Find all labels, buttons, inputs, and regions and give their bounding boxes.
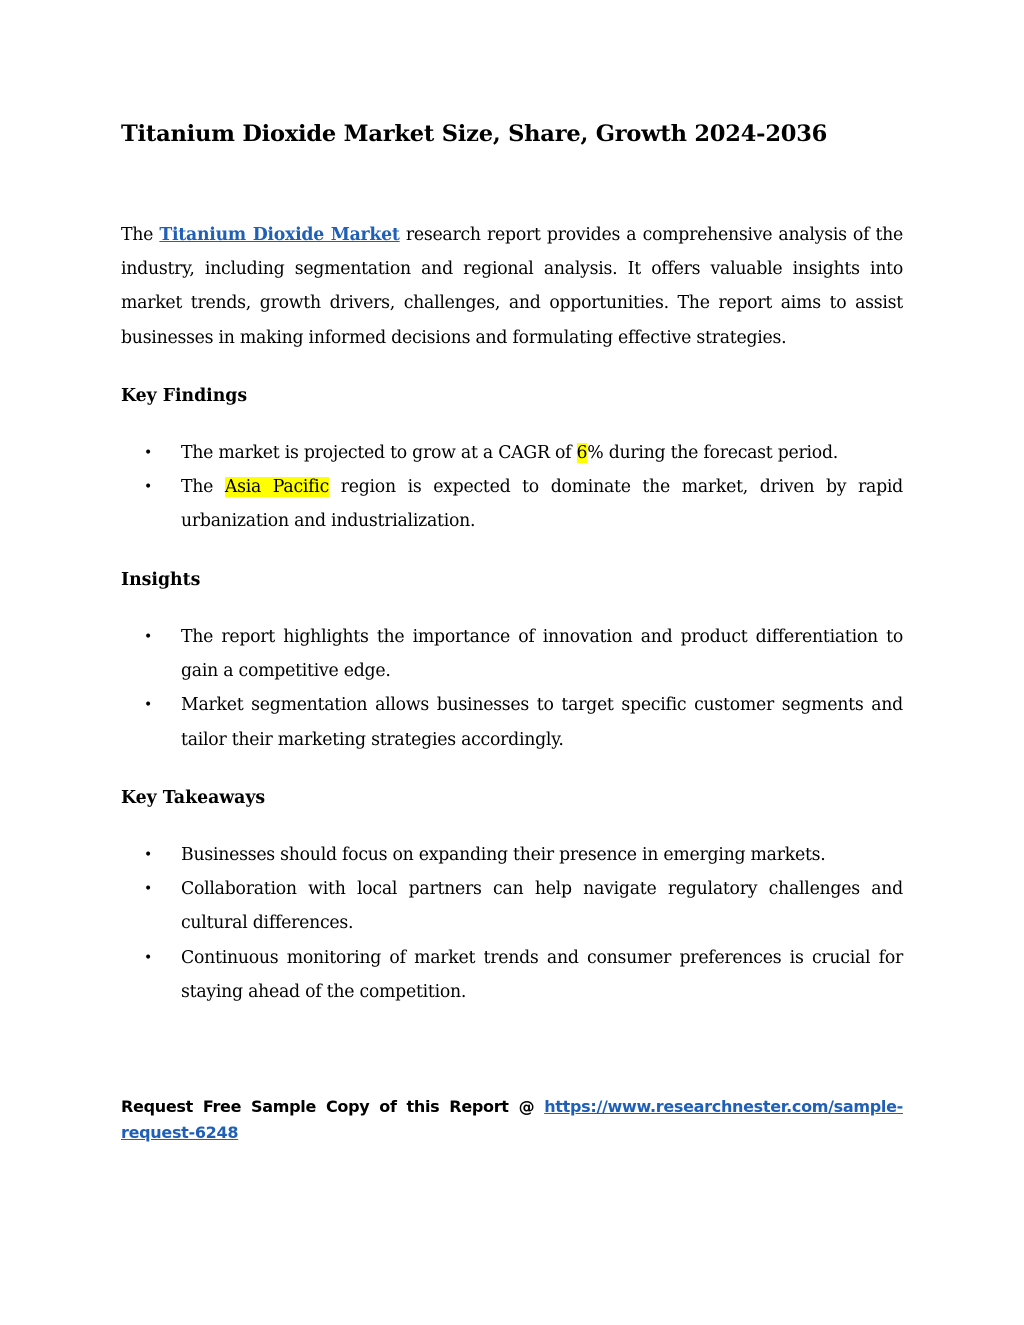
insights-heading: Insights <box>121 570 201 590</box>
bullet-icon: • <box>144 629 153 645</box>
cagr-highlight: 6 <box>576 443 588 463</box>
list-item: • Collaboration with local partners can help navigate regulatory challenges and cultural differences. <box>121 872 903 940</box>
bullet-icon: • <box>144 881 153 898</box>
bullet-icon: • <box>144 697 153 714</box>
intro-prefix: The <box>121 225 154 245</box>
list-item: • Market segmentation allows businesses to target specific customer segments and tailor their marketing strategies accordingly. <box>121 688 903 756</box>
bullet-icon: • <box>144 479 153 496</box>
list-item: • Businesses should focus on expanding their presence in emerging markets. <box>121 838 903 872</box>
bullet-icon: • <box>144 847 153 863</box>
titanium-dioxide-market-link[interactable]: Titanium Dioxide Market <box>159 225 400 245</box>
region-highlight: Asia Pacific <box>224 477 329 498</box>
key-takeaways-list <box>121 838 903 1009</box>
sample-request-cta <box>121 1094 903 1146</box>
key-takeaways-heading: Key Takeaways <box>121 788 266 808</box>
list-item: • The report highlights the importance of innovation and product differentiation to gain a competitive edge. <box>121 620 903 688</box>
list-item: • The market is projected to grow at a CAGR of 6% during the forecast period. <box>121 436 903 470</box>
sample-request-link[interactable]: https://www.researchnester.com/sample-request-6248 <box>121 1097 903 1142</box>
list-item: • Continuous monitoring of market trends and consumer preferences is crucial for staying ahead of the competition. <box>121 941 903 1009</box>
bullet-icon: • <box>144 445 153 461</box>
insights-list <box>121 620 903 757</box>
key-findings-heading: Key Findings <box>121 386 248 406</box>
bullet-icon: • <box>144 949 153 966</box>
page-title: Titanium Dioxide Market Size, Share, Growth 2024-2036 <box>121 121 828 147</box>
list-item: • The Asia Pacific region is expected to dominate the market, driven by rapid urbanization and industrialization. <box>121 470 903 538</box>
intro-paragraph <box>121 218 903 355</box>
key-findings-list <box>121 436 903 539</box>
cta-label: Request Free Sample Copy of this Report @ <box>121 1097 535 1116</box>
intro-body: research report provides a comprehensive analysis of the industry, including segmentation and regional analysis. It offers valuable insights into market trends, growth drivers, challenges, and opportunities. The report aims to assist businesses in making informed decisions and formulating effective strategies. <box>121 225 904 348</box>
